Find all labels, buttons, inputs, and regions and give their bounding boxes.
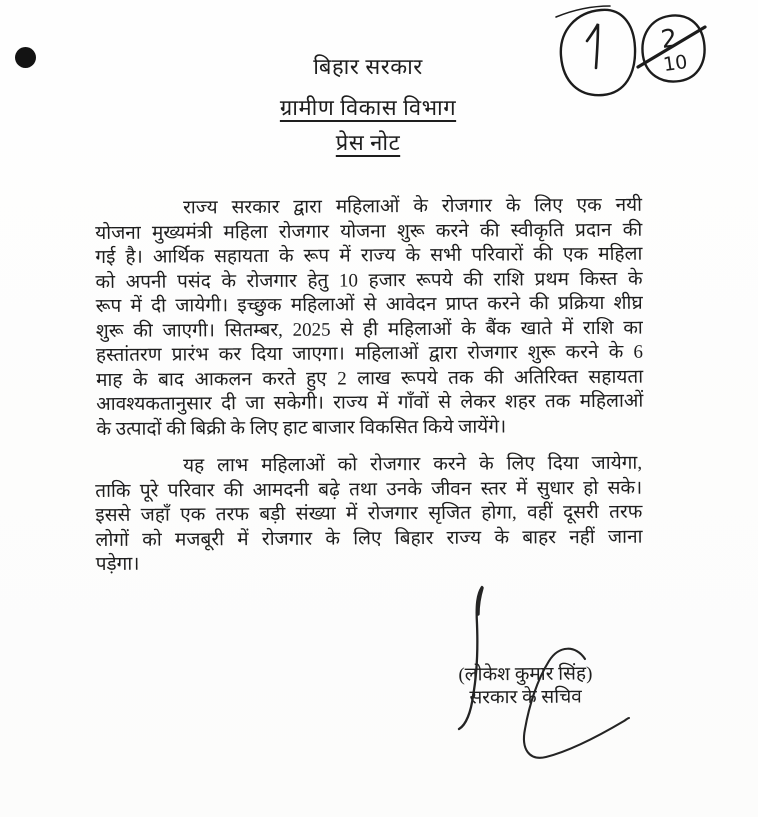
body-line: हस्तांतरण प्रारंभ कर दिया जाएगा। महिलाओं द्वारा रोजगार शुरू करने के 6 — [95, 341, 644, 366]
document-header — [95, 54, 641, 156]
body-line: शुरू की जाएगी। सितम्बर, 2025 से ही महिलाओं के बैंक खाते में राशि का — [95, 317, 643, 342]
body-line: इससे जहाँ एक तरफ बड़ी संख्या में रोजगार सृजित होगा, वहीं दूसरी तरफ — [95, 501, 643, 526]
body-line: रूप में दी जायेगी। इच्छुक महिलाओं से आवेदन प्राप्त करने की प्रक्रिया शीघ्र — [95, 292, 643, 317]
punch-hole-mark — [15, 47, 36, 68]
body-line: ताकि पूरे परिवार की आमदनी बढ़े तथा उनके जीवन स्तर में सुधार हो सके। — [95, 477, 643, 502]
fraction-denominator: 10 — [661, 50, 689, 77]
paragraph-1 — [95, 194, 643, 442]
body-line: गई है। आर्थिक सहायता के रूप में राज्य के सभी परिवारों की एक महिला — [95, 243, 643, 268]
body-line: योजना मुख्यमंत्री महिला रोजगार योजना शुरू करने की स्वीकृति प्रदान की — [95, 219, 643, 244]
body-line: आवश्यकतानुसार दी जा सकेगी। राज्य में गाँवों से लेकर शहर तक महिलाओं — [96, 390, 644, 415]
signatory-name: (लोकेश कुमार सिंह) — [458, 663, 593, 686]
body-line: के उत्पादों की बिक्री के लिए हाट बाजार विकसित किये जायेंगे। — [96, 415, 507, 440]
body-line: माह के बाद आकलन करते हुए 2 लाख रूपये तक की अतिरिक्त सहायता — [96, 366, 644, 391]
body-line: को अपनी पसंद के रोजगार हेतु 10 हजार रूपये की राशि प्रथम किस्त के — [95, 268, 643, 293]
fraction-numerator: 2 — [659, 23, 679, 55]
body-line: लोगों को मजबूरी में रोजगार के लिए बिहार राज्य के बाहर नहीं जाना — [95, 526, 643, 551]
department-name: ग्रामीण विकास विभाग — [279, 95, 457, 120]
signatory-title: सरकार के सचिव — [469, 686, 582, 709]
signatory-block — [428, 662, 623, 710]
circled-fraction-mark — [638, 15, 705, 81]
body-line: यह लाभ महिलाओं को रोजगार करने के लिए दिया जायेगा, — [183, 452, 643, 477]
government-name: बिहार सरकार — [313, 54, 423, 79]
body-line: राज्य सरकार द्वारा महिलाओं के रोजगार के लिए एक नयी — [183, 194, 643, 219]
slash-stroke — [638, 27, 705, 67]
paragraph-2 — [95, 452, 643, 578]
body-line: पड़ेगा। — [95, 553, 140, 575]
document-type-title: प्रेस नोट — [335, 130, 401, 155]
